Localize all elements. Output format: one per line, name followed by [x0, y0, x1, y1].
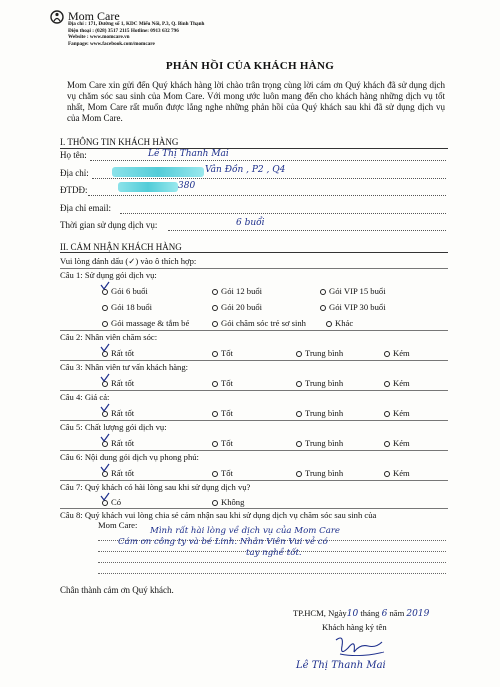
q5-option-poor[interactable]: Kém: [384, 438, 410, 448]
company-info: [68, 21, 308, 47]
address-label: Địa chỉ:: [60, 168, 89, 178]
q1-label: Câu 1: Sử dụng gói dịch vụ:: [60, 270, 157, 280]
company-phone: Điện thoại : (028) 3517 2115 Hotline: 0913 632 796: [68, 27, 179, 34]
radio-icon: [212, 381, 218, 387]
form-title: PHẢN HỒI CỦA KHÁCH HÀNG: [165, 60, 335, 72]
q1-option-vip15[interactable]: Gói VIP 15 buổi: [320, 286, 386, 296]
q1-divider: [60, 268, 448, 269]
q3-option-poor[interactable]: Kém: [384, 378, 410, 388]
mom-care-logo-icon: [50, 10, 64, 24]
q4-option-poor[interactable]: Kém: [384, 408, 410, 418]
usage-time-line: [168, 230, 446, 231]
name-line: [90, 160, 446, 161]
q1-option-vip30[interactable]: Gói VIP 30 buổi: [320, 302, 386, 312]
q8-label-line2: Mom Care:: [98, 520, 138, 530]
section2-heading: II. CẢM NHẬN KHÁCH HÀNG: [60, 242, 182, 252]
checkmark-icon: [100, 433, 110, 443]
address-value[interactable]: Vân Đồn , P2 , Q4: [205, 165, 286, 175]
q2-option-good[interactable]: Tốt: [212, 348, 233, 358]
q3-option-average[interactable]: Trung bình: [296, 378, 343, 388]
q7-label: Câu 7: Quý khách có hài lòng sau khi sử dụng dịch vụ?: [60, 482, 251, 492]
name-label: Họ tên:: [60, 150, 87, 160]
q2-option-poor[interactable]: Kém: [384, 348, 410, 358]
signature-name[interactable]: Lê Thị Thanh Mai: [296, 660, 386, 671]
q2-option-average[interactable]: Trung bình: [296, 348, 343, 358]
q3-option-very-good[interactable]: Rất tốt: [102, 378, 134, 388]
radio-icon: [296, 441, 302, 447]
radio-icon: [384, 411, 390, 417]
q1-option-18[interactable]: Gói 18 buổi: [102, 302, 152, 312]
address-line: [92, 178, 446, 179]
date-year[interactable]: 2019: [406, 609, 430, 619]
q4-option-good[interactable]: Tốt: [212, 408, 233, 418]
q4-option-average[interactable]: Trung bình: [296, 408, 343, 418]
q5-option-average[interactable]: Trung bình: [296, 438, 343, 448]
q3-label: Câu 3: Nhân viên tư vấn khách hàng:: [60, 362, 189, 372]
checkmark-icon: [100, 403, 110, 413]
q1-option-newborn[interactable]: Gói chăm sóc trẻ sơ sinh: [212, 318, 306, 328]
address-redaction: [112, 167, 204, 177]
checkmark-icon: [100, 492, 110, 502]
radio-icon: [212, 471, 218, 477]
section1-heading: I. THÔNG TIN KHÁCH HÀNG: [60, 137, 179, 147]
brand-name: Mom Care: [68, 9, 120, 23]
radio-icon: [384, 441, 390, 447]
q6-divider: [60, 450, 448, 451]
radio-icon: [212, 305, 218, 311]
q4-divider: [60, 390, 448, 391]
q7-option-no[interactable]: Không: [212, 497, 244, 507]
phone-redaction: [118, 182, 178, 192]
q6-option-poor[interactable]: Kém: [384, 468, 410, 478]
radio-icon: [212, 441, 218, 447]
radio-icon: [384, 471, 390, 477]
intro-paragraph: Mom Care xin gửi đến Quý khách hàng lời chào trân trọng cùng lời cám ơn Quý khách đã sử dụng dịch vụ chăm sóc sau sinh của Mom Care. Với mong ước luôn mang đến cho khách hàng những dịch vụ tốt nhất, Mom Care rất muốn được lắng nghe những phản hồi của Quý khách sau khi đã sử dụng dịch vụ của Mom Care.: [67, 80, 445, 123]
company-address: Địa chỉ : 171, Đường số 1, KDC Miếu Nổi, P.3, Q. Bình Thạnh: [68, 21, 205, 27]
radio-icon: [320, 289, 326, 295]
q8-label: Câu 8: Quý khách vui lòng chia sẻ cảm nhận sau khi sử dụng dịch vụ chăm sóc sau sinh của: [60, 510, 377, 520]
radio-icon: [102, 321, 108, 327]
q8-answer-line1[interactable]: Mình rất hài lòng về dịch vụ của Mom Care: [150, 526, 341, 536]
email-line: [120, 213, 446, 214]
q6-option-average[interactable]: Trung bình: [296, 468, 343, 478]
q6-option-very-good[interactable]: Rất tốt: [102, 468, 134, 478]
closing-text: Chân thành cảm ơn Quý khách.: [60, 585, 174, 595]
q4-option-very-good[interactable]: Rất tốt: [102, 408, 134, 418]
company-fanpage: Fanpage: www.facebook.com/momcare: [68, 40, 155, 47]
q2-divider: [60, 330, 448, 331]
section1-divider: [60, 148, 448, 149]
date-month[interactable]: 6: [381, 609, 388, 619]
radio-icon: [296, 471, 302, 477]
q3-divider: [60, 360, 448, 361]
section2-divider: [60, 252, 448, 253]
q5-divider: [60, 420, 448, 421]
radio-icon: [212, 500, 218, 506]
q8-divider: [60, 508, 448, 509]
email-label: Địa chỉ email:: [60, 203, 111, 213]
q2-label: Câu 2: Nhân viên chăm sóc:: [60, 332, 158, 342]
radio-icon: [212, 321, 218, 327]
q6-option-good[interactable]: Tốt: [212, 468, 233, 478]
q1-option-12[interactable]: Gói 12 buổi: [212, 286, 262, 296]
radio-icon: [384, 381, 390, 387]
q8-line-3: [98, 562, 446, 563]
radio-icon: [296, 381, 302, 387]
phone-value[interactable]: 380: [178, 181, 196, 191]
name-value[interactable]: Lê Thị Thanh Mai: [148, 149, 229, 159]
q8-line-4: [98, 573, 446, 574]
checkmark-icon: [100, 463, 110, 473]
usage-time-label: Thời gian sử dụng dịch vụ:: [60, 220, 158, 230]
radio-icon: [296, 351, 302, 357]
date-line: TP.HCM, Ngày10 tháng 6 năm 2019: [293, 608, 430, 619]
q5-option-good[interactable]: Tốt: [212, 438, 233, 448]
radio-icon: [326, 321, 332, 327]
checkmark-icon: [100, 373, 110, 383]
q6-label: Câu 6: Nội dung gói dịch vụ phong phú:: [60, 452, 199, 462]
q1-option-20[interactable]: Gói 20 buổi: [212, 302, 262, 312]
radio-icon: [296, 411, 302, 417]
q5-option-very-good[interactable]: Rất tốt: [102, 438, 134, 448]
phone-label: ĐTDĐ:: [60, 185, 88, 195]
radio-icon: [384, 351, 390, 357]
q3-option-good[interactable]: Tốt: [212, 378, 233, 388]
q1-option-6[interactable]: Gói 6 buổi: [102, 286, 148, 296]
date-day[interactable]: 10: [346, 609, 359, 619]
q8-answer-line2[interactable]: Cám ơn công ty và bé Linh. Nhân Viên Vui vẻ có: [118, 537, 328, 547]
radio-icon: [320, 305, 326, 311]
signature-label: Khách hàng ký tên: [322, 622, 387, 632]
phone-line: [88, 195, 446, 196]
radio-icon: [212, 351, 218, 357]
radio-icon: [102, 305, 108, 311]
radio-icon: [212, 289, 218, 295]
company-website: Website : www.momcare.vn: [68, 34, 130, 41]
q8-answer-line3[interactable]: tay nghề tốt.: [246, 548, 302, 558]
checkmark-icon: [100, 343, 110, 353]
q2-option-very-good[interactable]: Rất tốt: [102, 348, 134, 358]
instruction-text: Vui lòng đánh dấu (✓) vào ô thích hợp:: [60, 256, 197, 266]
q1-option-massage[interactable]: Gói massage & tắm bé: [102, 318, 189, 328]
radio-icon: [212, 411, 218, 417]
q5-label: Câu 5: Chất lượng gói dịch vụ:: [60, 422, 167, 432]
q4-label: Câu 4: Giá cả:: [60, 392, 110, 402]
q7-option-yes[interactable]: Có: [102, 497, 121, 507]
q1-option-other[interactable]: Khác: [326, 318, 353, 328]
checkmark-icon: [100, 281, 110, 291]
usage-time-value[interactable]: 6 buổi: [236, 218, 265, 228]
q7-divider: [60, 480, 448, 481]
